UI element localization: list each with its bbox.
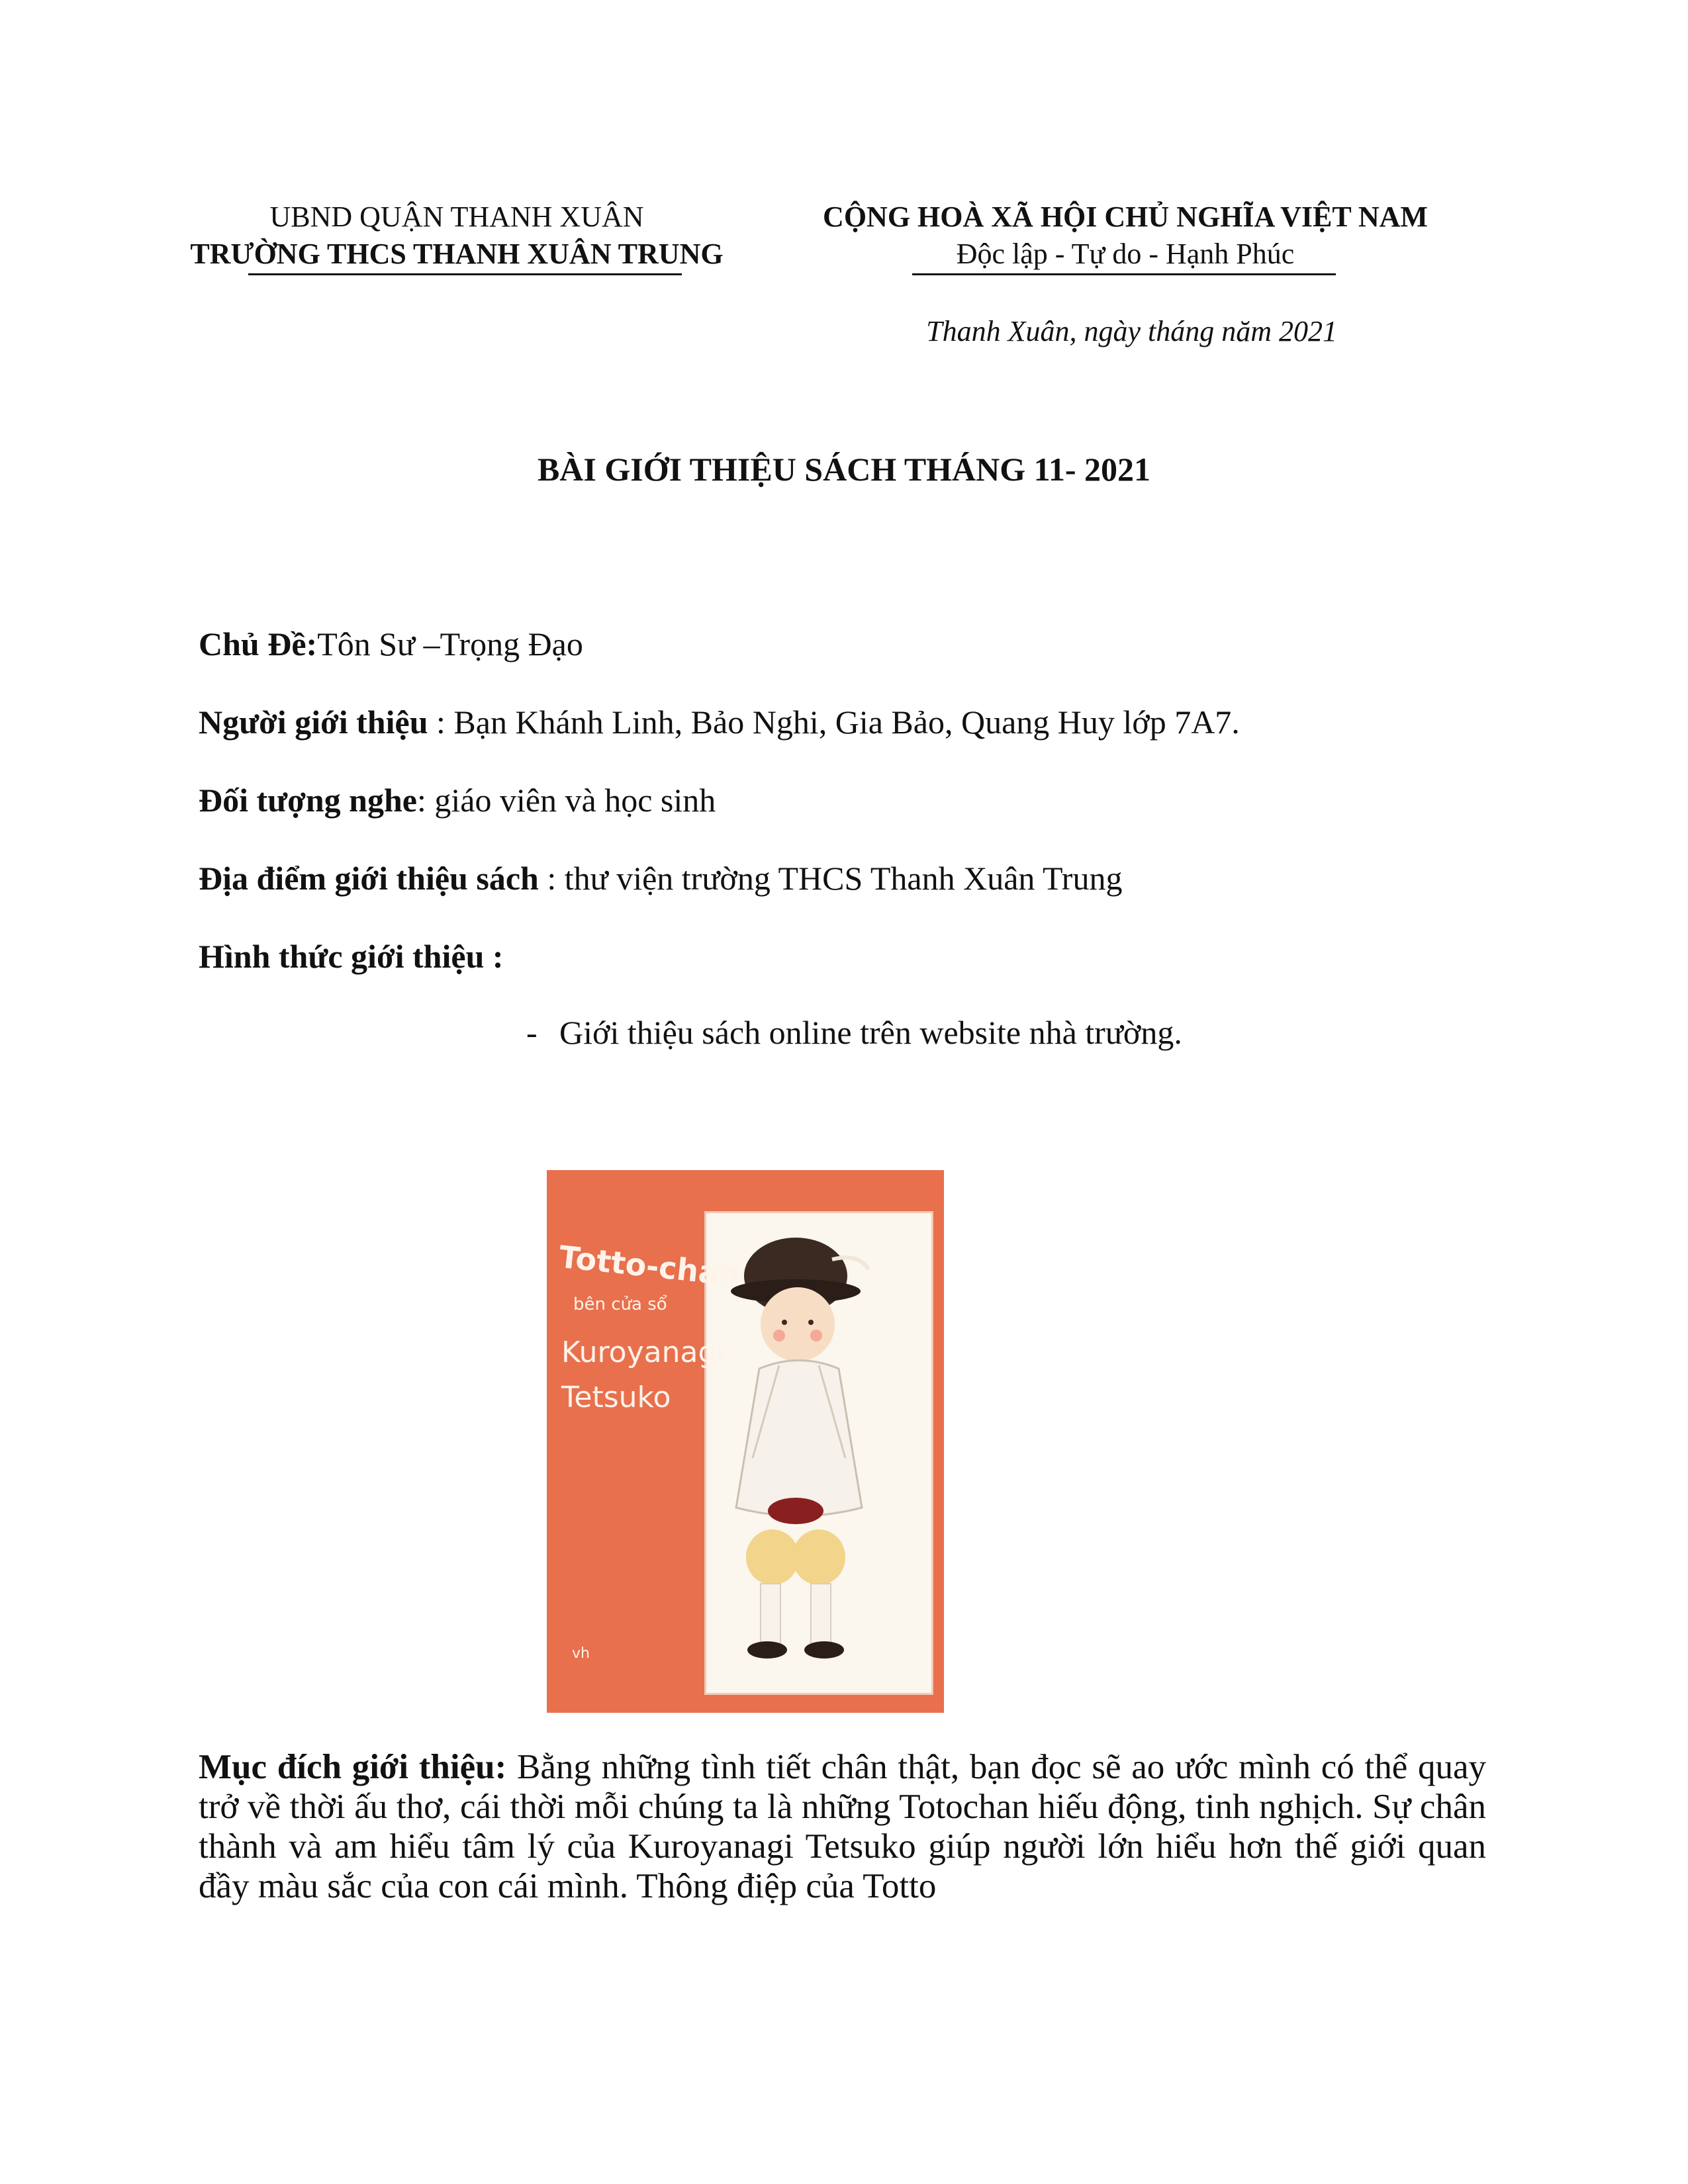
cover-subtitle: bên cửa sổ: [573, 1295, 667, 1314]
book-cover-image: [547, 1170, 944, 1713]
motto-underline: [912, 273, 1336, 275]
field-location-label: Địa điểm giới thiệu sách: [199, 860, 539, 897]
cover-publisher: vh: [572, 1645, 590, 1662]
field-presenters-label: Người giới thiệu: [199, 704, 428, 741]
field-audience-label: Đối tượng nghe: [199, 782, 417, 819]
field-location-value: : thư viện trường THCS Thanh Xuân Trung: [538, 860, 1123, 897]
field-format-label: Hình thức giới thiệu :: [199, 938, 504, 975]
cover-title: Totto-chan: [557, 1238, 743, 1294]
field-audience-value: : giáo viên và học sinh: [416, 782, 716, 819]
field-topic: [199, 624, 583, 664]
district-name: UBND QUẬN THANH XUÂN: [269, 201, 644, 233]
header-right: [761, 199, 1489, 273]
field-presenters-value: : Bạn Khánh Linh, Bảo Nghi, Gia Bảo, Quang Huy lớp 7A7.: [428, 704, 1240, 741]
field-location: [199, 858, 1122, 898]
header-left: [172, 199, 741, 273]
date-line: Thanh Xuân, ngày tháng năm 2021: [926, 315, 1337, 347]
field-audience: [199, 780, 716, 820]
field-presenters: [199, 702, 1240, 742]
cover-author-line2: Tetsuko: [561, 1381, 671, 1414]
field-topic-label: Chủ Đề:: [199, 625, 318, 662]
bullet-text: Giới thiệu sách online trên website nhà trường.: [559, 1014, 1182, 1051]
purpose-paragraph: [199, 1747, 1486, 1906]
cover-author-line1: Kuroyanagi: [561, 1336, 725, 1369]
purpose-label: Mục đích giới thiệu:: [199, 1748, 507, 1786]
format-bullet: [526, 1013, 1182, 1052]
school-name: TRƯỜNG THCS THANH XUÂN TRUNG: [190, 238, 724, 270]
field-topic-value: Tôn Sư –Trọng Đạo: [317, 625, 583, 662]
document-title: BÀI GIỚI THIỆU SÁCH THÁNG 11- 2021: [537, 451, 1151, 488]
girl-illustration: [706, 1213, 931, 1693]
national-motto: Độc lập - Tự do - Hạnh Phúc: [956, 238, 1295, 270]
bullet-dash: -: [526, 1014, 538, 1051]
purpose-text: Bằng những tình tiết chân thật, bạn đọc sẽ ao ước mình có thể quay trở về thời ấu thơ, cái thời mỗi chúng ta là những Totochan hiếu động, tinh nghịch. Sự chân thành và am hiểu tâm lý của Kuroyanagi Tetsuko giúp người lớn hiểu hơn thế giới quan đầy màu sắc của con cái mình. Thông điệp của Totto: [199, 1748, 1486, 1905]
country-name: CỘNG HOÀ XÃ HỘI CHỦ NGHĨA VIỆT NAM: [823, 201, 1428, 233]
school-name-underline: [248, 273, 682, 275]
field-format: [199, 936, 504, 976]
